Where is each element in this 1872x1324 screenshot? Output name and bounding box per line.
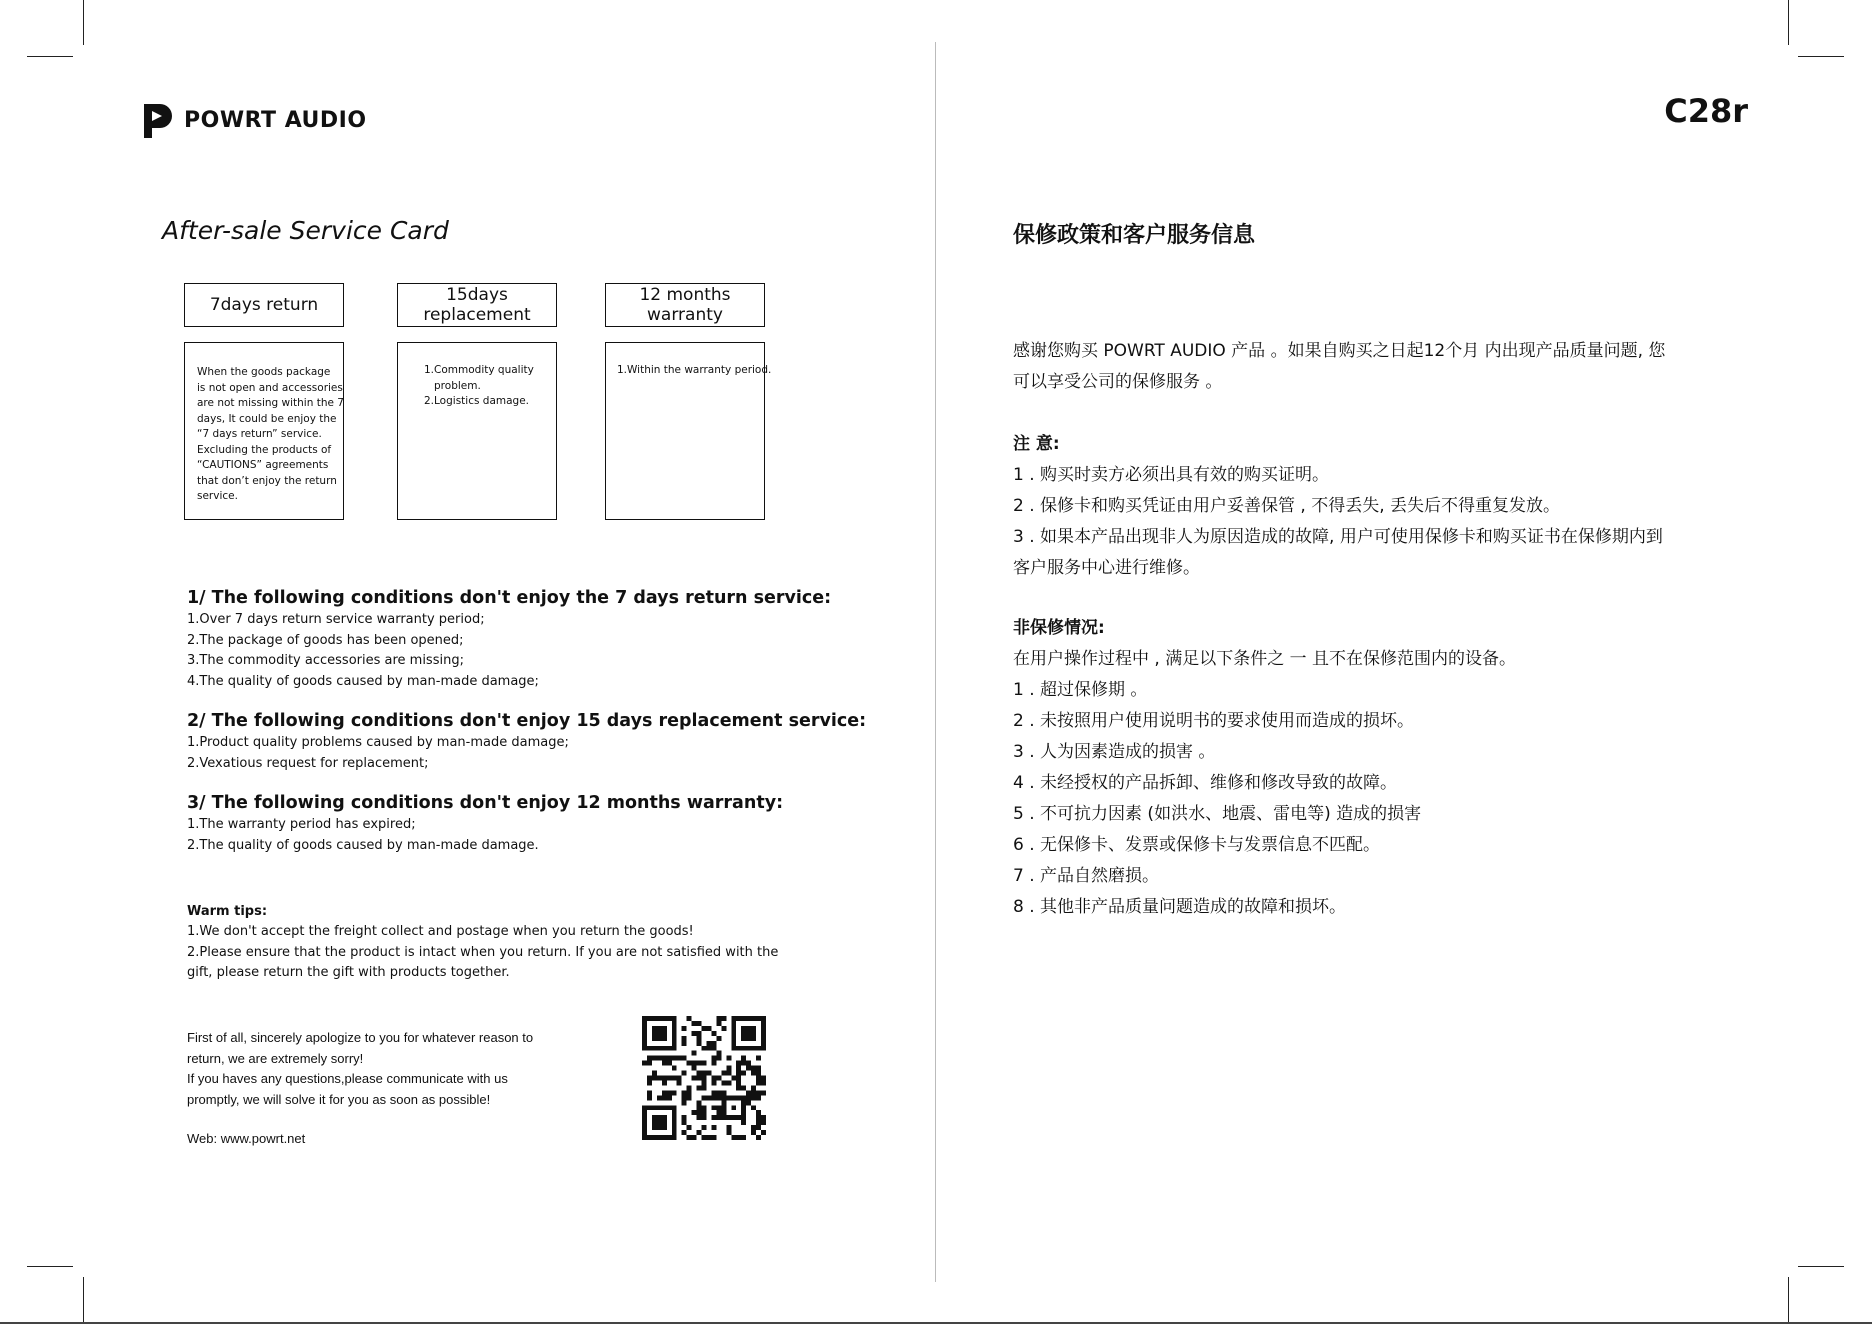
nonwarranty-heading: 非保修情况: (1013, 618, 1105, 638)
box-header-15days (397, 283, 557, 327)
box-body-line: are not missing within the 7 (197, 397, 344, 409)
warm-tips-line: 2.Please ensure that the product is intact when you return. If you are not satisfied with the (187, 944, 779, 960)
nonwarranty-line: 2 . 未按照用户使用说明书的要求使用而造成的损坏。 (1013, 711, 1415, 731)
nonwarranty-line: 8 . 其他非产品质量问题造成的故障和损坏。 (1013, 897, 1347, 917)
apology-line: First of all, sincerely apologize to you for whatever reason to (187, 1030, 534, 1045)
notice-heading: 注 意: (1013, 434, 1060, 454)
apology-text (187, 1028, 533, 1110)
box-body-line: Excluding the products of (197, 443, 332, 456)
chinese-title: 保修政策和客户服务信息 (1013, 223, 1256, 248)
website-text: Web: www.powrt.net (187, 1131, 306, 1146)
box-body-12months (605, 342, 772, 520)
crop-mark (83, 1277, 84, 1322)
nonwarranty-line: 在用户操作过程中 , 满足以下条件之 一 且不在保修范围内的设备。 (1013, 649, 1517, 669)
warm-tips-line: gift, please return the gift with products together. (187, 965, 510, 980)
section-item: 1.Product quality problems caused by man-made damage; (187, 735, 569, 750)
apology-line: If you haves any questions,please communicate with us (187, 1071, 508, 1086)
nonwarranty-line: 3 . 人为因素造成的损害 。 (1013, 742, 1216, 762)
box-body-line: “7 days return” service. (197, 428, 322, 440)
box-body-line: days, It could be enjoy the (197, 412, 337, 425)
box-body-line: 2.Logistics damage. (424, 395, 529, 407)
section-heading: 1/ The following conditions don't enjoy the 7 days return service: (187, 588, 832, 608)
crop-mark (1798, 1266, 1844, 1267)
nonwarranty-line: 7 . 产品自然磨损。 (1013, 866, 1160, 886)
box-body-line: 1.Within the warranty period. (617, 364, 772, 376)
notice-line: 1 . 购买时卖方必须出具有效的购买证明。 (1013, 465, 1330, 485)
crop-mark (1788, 1277, 1789, 1322)
section-item: 2.The package of goods has been opened; (187, 632, 464, 648)
crop-mark (27, 1266, 73, 1267)
box-body-line: problem. (424, 379, 481, 392)
section-item: 1.Over 7 days return service warranty period; (187, 612, 485, 627)
section-item: 2.The quality of goods caused by man-made damage. (187, 837, 539, 853)
chinese-intro-line: 可以享受公司的保修服务 。 (1013, 372, 1223, 392)
nonwarranty-line: 5 . 不可抗力因素 (如洪水、地震、雷电等) 造成的损害 (1013, 804, 1422, 824)
box-header-line: 7days return (209, 295, 319, 315)
box-body-line: “CAUTIONS” agreements (197, 459, 329, 471)
crop-mark (1788, 0, 1789, 45)
box-body-line: that don’t enjoy the return (197, 474, 337, 487)
brand-logo (140, 100, 367, 140)
section-item: 1.The warranty period has expired; (187, 817, 416, 832)
apology-line: return, we are extremely sorry! (187, 1050, 364, 1066)
brand-name: POWRT AUDIO (184, 107, 367, 133)
nonwarranty-line: 4 . 未经授权的产品拆卸、维修和修改导致的故障。 (1013, 773, 1398, 793)
section-item: 3.The commodity accessories are missing; (187, 653, 464, 668)
box-header-line: replacement (423, 305, 531, 325)
box-header-line: warranty (647, 305, 723, 325)
box-body-line: When the goods package (197, 366, 331, 378)
section-item: 4.The quality of goods caused by man-made damage; (187, 673, 539, 689)
nonwarranty-line: 1 . 超过保修期 。 (1013, 680, 1148, 700)
notice-line: 3 . 如果本产品出现非人为原因造成的故障, 用户可使用保修卡和购买证书在保修期内到 (1013, 527, 1663, 547)
apology-line: promptly, we will solve it for you as soon as possible! (187, 1091, 491, 1107)
box-body-line: is not open and accessories (197, 381, 343, 394)
notice-line: 客户服务中心进行维修。 (1013, 558, 1200, 578)
box-header-line: 12 months (639, 285, 731, 305)
model-name: C28r (1664, 92, 1748, 130)
section-12months (187, 791, 783, 856)
section-item: 2.Vexatious request for replacement; (187, 755, 429, 771)
section-heading: 2/ The following conditions don't enjoy 15 days replacement service: (187, 711, 867, 731)
crop-mark (1798, 56, 1844, 57)
box-header-12months (605, 283, 765, 327)
box-body-15days (397, 342, 557, 520)
chinese-intro-line: 感谢您购买 POWRT AUDIO 产品 。如果自购买之日起12个月 内出现产品质量问题, 您 (1013, 341, 1666, 361)
box-header-line: 15days (446, 285, 508, 305)
crop-mark (27, 56, 73, 57)
box-body-line: service. (197, 490, 238, 502)
english-title: After-sale Service Card (162, 216, 449, 245)
box-body-7days (184, 342, 344, 520)
section-heading: 3/ The following conditions don't enjoy 12 months warranty: (187, 793, 784, 813)
box-body-line: 1.Commodity quality (424, 364, 534, 376)
section-15days (187, 709, 866, 774)
qr-code-icon (642, 1016, 766, 1140)
warm-tips (187, 902, 778, 984)
warm-tips-heading: Warm tips: (187, 904, 268, 919)
nonwarranty-line: 6 . 无保修卡、发票或保修卡与发票信息不匹配。 (1013, 835, 1381, 855)
section-7days (187, 586, 831, 692)
box-header-7days (184, 283, 344, 327)
powrt-logo-icon (140, 100, 178, 140)
warm-tips-line: 1.We don't accept the freight collect and postage when you return the goods! (187, 924, 694, 939)
fold-line (935, 42, 936, 1282)
notice-line: 2 . 保修卡和购买凭证由用户妥善保管 , 不得丢失, 丢失后不得重复发放。 (1013, 496, 1561, 516)
crop-mark (83, 0, 84, 45)
